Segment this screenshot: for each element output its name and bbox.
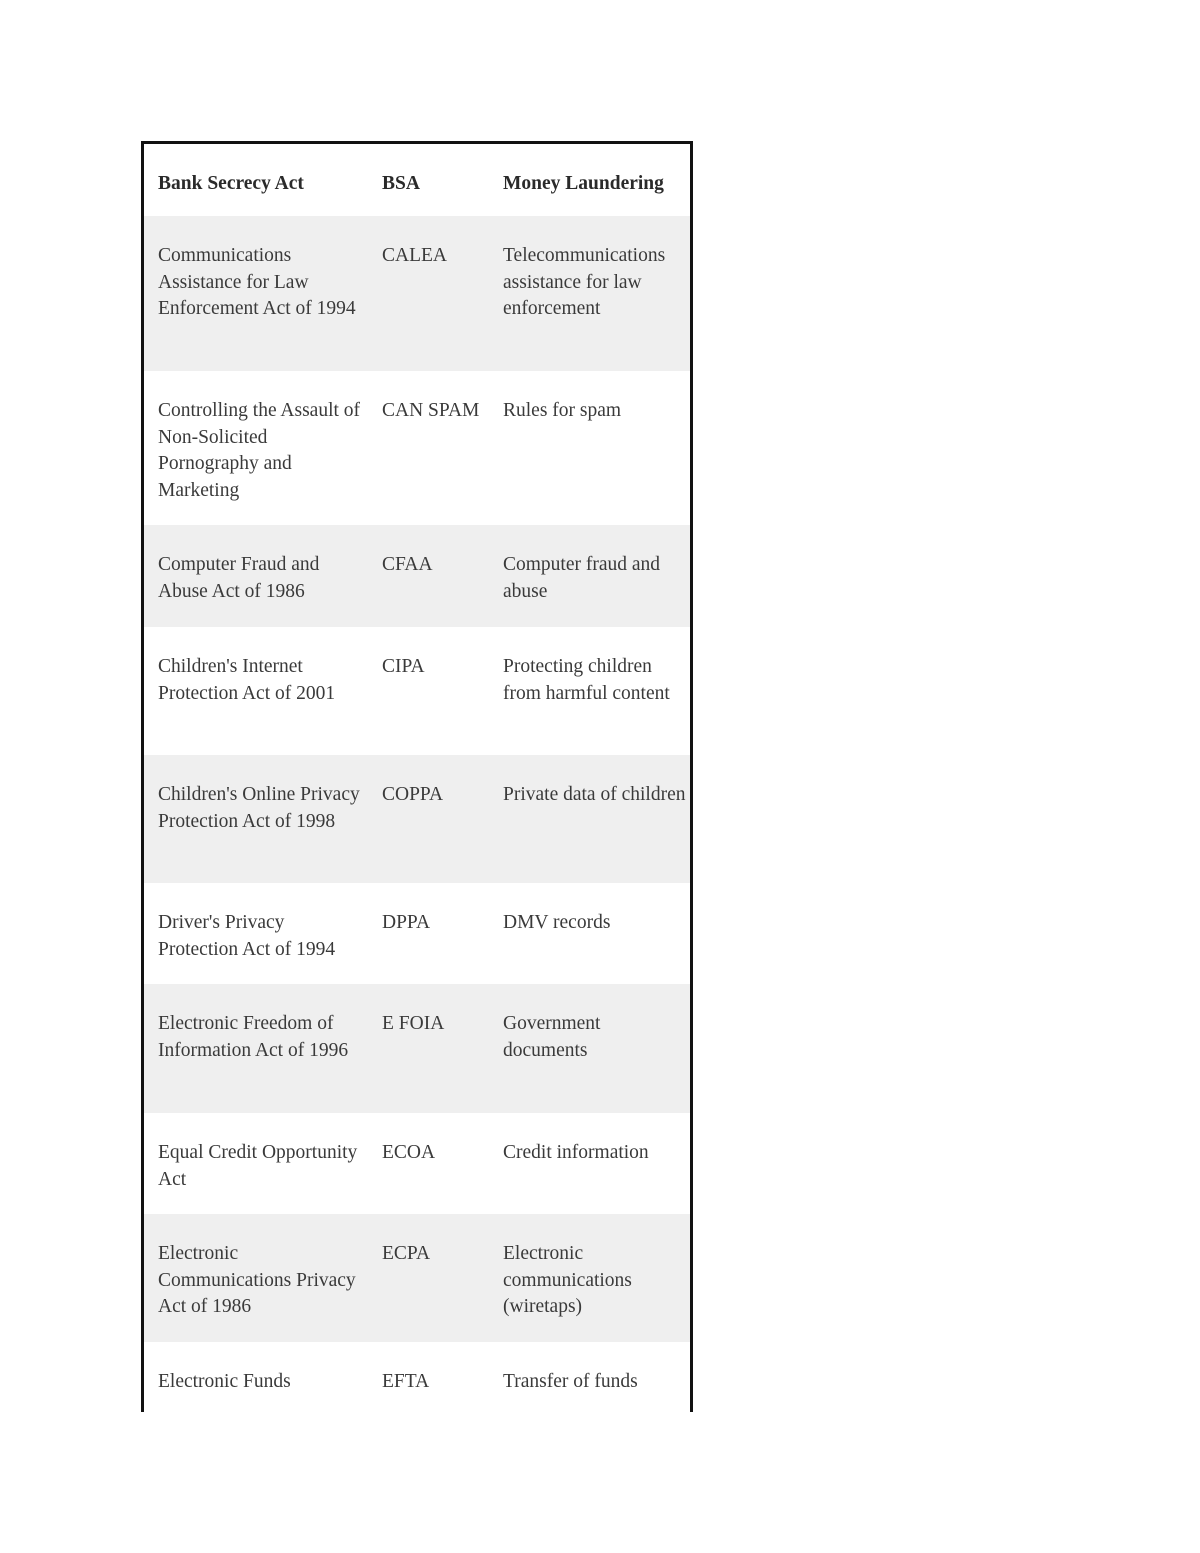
- act-description: Private data of children: [503, 784, 686, 805]
- act-description: Computer fraud and abuse: [503, 554, 661, 602]
- act-description: Money Laundering: [503, 173, 664, 194]
- act-abbreviation: CAN SPAM: [382, 400, 480, 421]
- act-abbreviation: CIPA: [382, 656, 425, 677]
- laws-table: [141, 141, 693, 1412]
- act-description: Transfer of funds: [503, 1371, 638, 1392]
- table-row: [144, 371, 690, 525]
- act-description: Credit information: [503, 1142, 649, 1163]
- act-abbreviation: E FOIA: [382, 1013, 445, 1034]
- act-name: Equal Credit Opportunity Act: [158, 1142, 358, 1190]
- table-row: [144, 1342, 690, 1412]
- table-row: [144, 216, 690, 371]
- act-name: Communications Assistance for Law Enforcement Act of 1994: [158, 245, 356, 319]
- act-name: Electronic Freedom of Information Act of 1996: [158, 1013, 349, 1061]
- act-name: Driver's Privacy Protection Act of 1994: [158, 912, 336, 960]
- table-row: [144, 755, 690, 883]
- table-row: [144, 1214, 690, 1342]
- act-abbreviation: CFAA: [382, 554, 433, 575]
- act-abbreviation: BSA: [382, 173, 420, 194]
- act-description: Government documents: [503, 1013, 601, 1061]
- act-description: DMV records: [503, 912, 611, 933]
- table-row: [144, 984, 690, 1113]
- act-description: Rules for spam: [503, 400, 622, 421]
- table-row: [144, 883, 690, 984]
- table-row: [144, 144, 690, 216]
- table-row: [144, 525, 690, 627]
- act-name: Computer Fraud and Abuse Act of 1986: [158, 554, 320, 602]
- act-name: Electronic Funds: [158, 1371, 291, 1392]
- act-name: Electronic Communications Privacy Act of 1986: [158, 1243, 356, 1317]
- act-name: Controlling the Assault of Non-Solicited Pornography and Marketing: [158, 400, 361, 501]
- act-abbreviation: ECPA: [382, 1243, 431, 1264]
- act-abbreviation: EFTA: [382, 1371, 430, 1392]
- act-description: Protecting children from harmful content: [503, 656, 670, 704]
- table-row: [144, 1113, 690, 1214]
- act-abbreviation: CALEA: [382, 245, 447, 266]
- act-name: Children's Online Privacy Protection Act of 1998: [158, 784, 360, 832]
- table-row: [144, 627, 690, 755]
- act-abbreviation: ECOA: [382, 1142, 436, 1163]
- act-name: Bank Secrecy Act: [158, 173, 304, 194]
- act-description: Electronic communications (wiretaps): [503, 1243, 632, 1317]
- act-abbreviation: DPPA: [382, 912, 431, 933]
- act-name: Children's Internet Protection Act of 2001: [158, 656, 336, 704]
- act-description: Telecommunications assistance for law enforcement: [503, 245, 666, 319]
- act-abbreviation: COPPA: [382, 784, 444, 805]
